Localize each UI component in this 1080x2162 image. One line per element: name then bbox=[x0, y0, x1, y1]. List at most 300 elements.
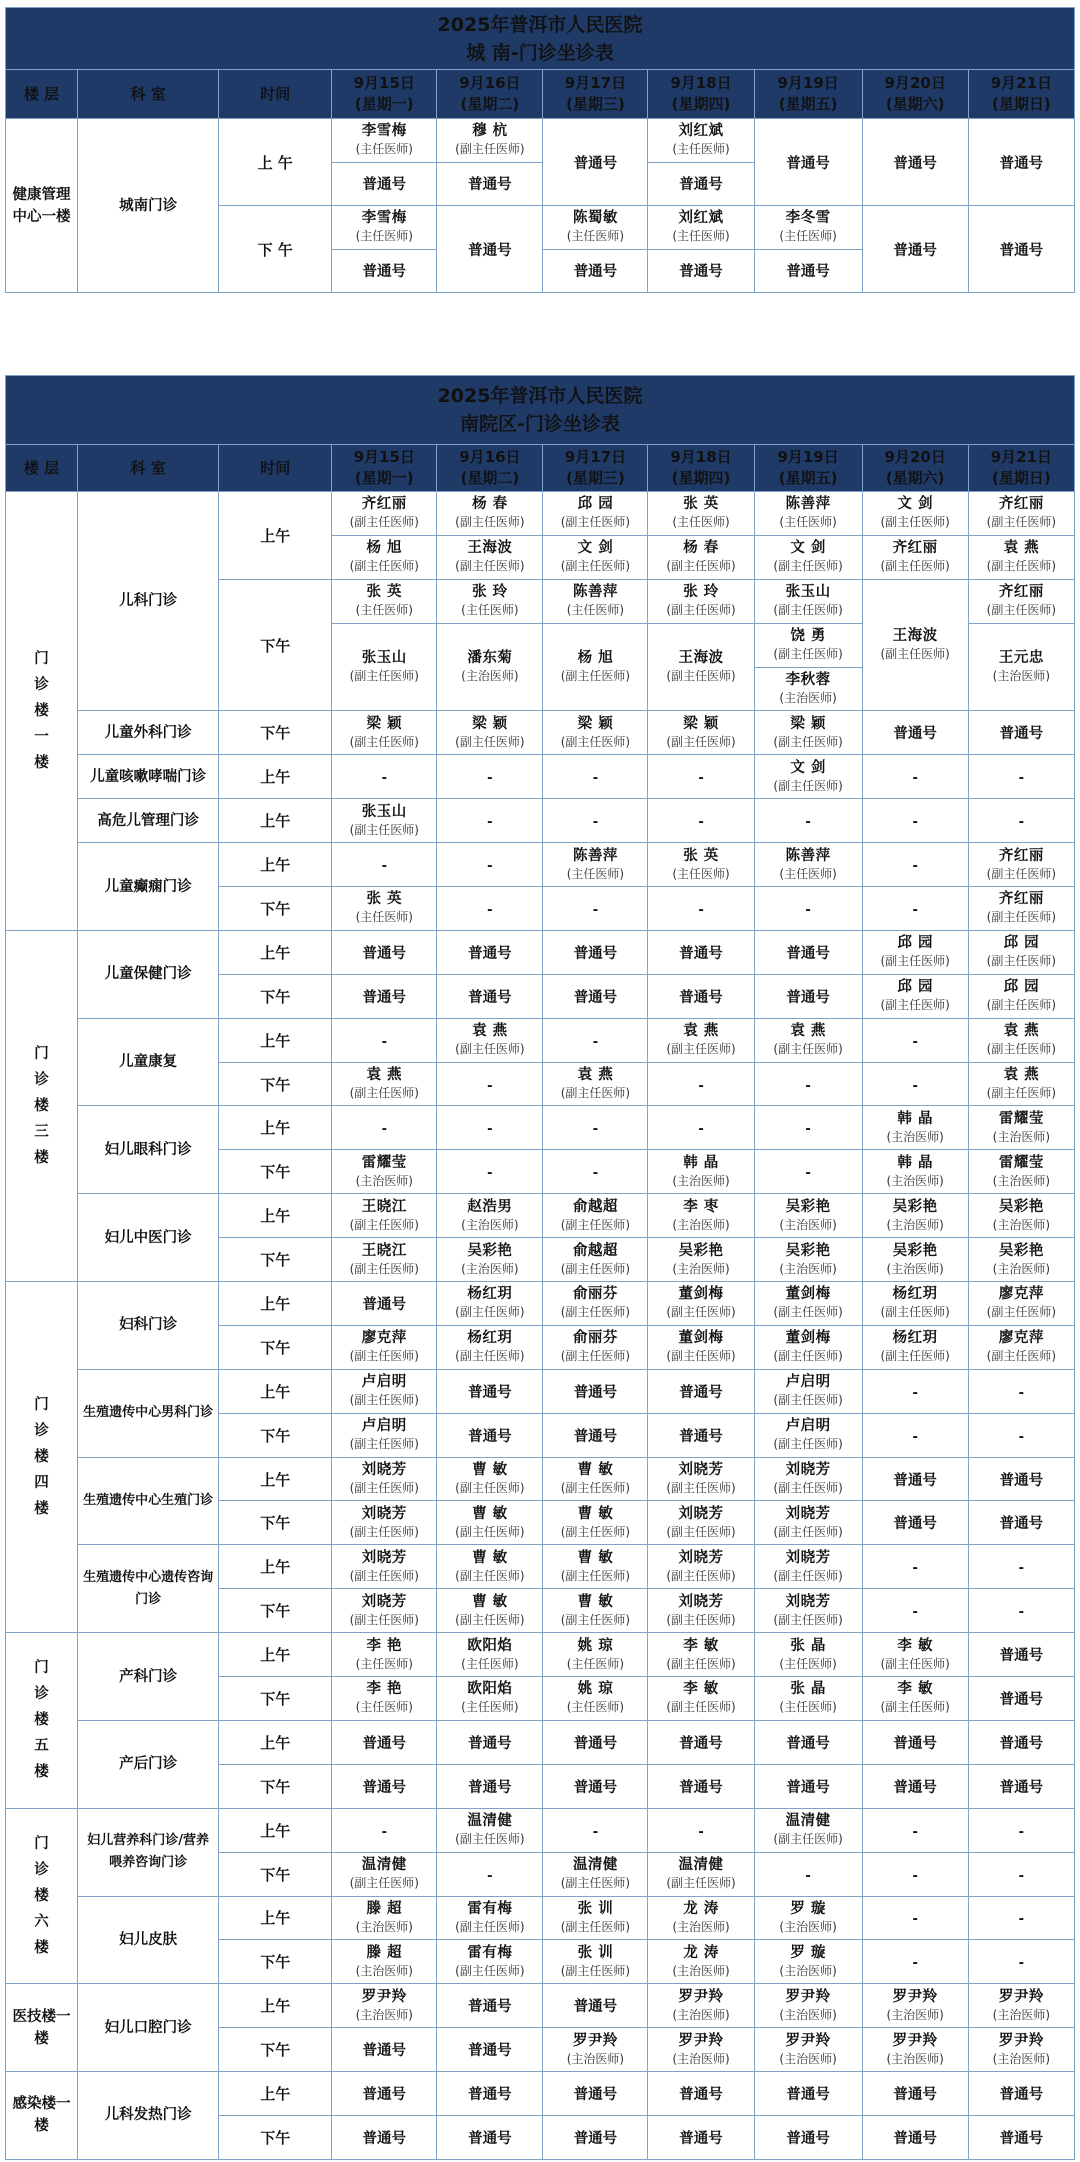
general-cell bbox=[332, 974, 437, 1018]
doctor-cell bbox=[437, 1808, 543, 1852]
doctor-title: (主任医师) bbox=[461, 1700, 519, 1715]
table-row bbox=[6, 799, 1075, 843]
doctor-title: (副主任医师) bbox=[560, 1261, 631, 1276]
doctor-title: (副主任医师) bbox=[666, 1349, 736, 1364]
doctor-name: 张 英 bbox=[683, 496, 719, 513]
doctor-title: (副主任医师) bbox=[666, 1876, 736, 1891]
empty-cell bbox=[648, 887, 754, 931]
doctor-title: (副主任医师) bbox=[666, 669, 736, 684]
general-appointment: 普通号 bbox=[786, 989, 830, 1006]
session-time: 下午 bbox=[219, 1325, 332, 1369]
doctor-name: 王海波 bbox=[892, 628, 938, 645]
doctor-cell bbox=[437, 1896, 543, 1940]
no-clinic-mark: - bbox=[1018, 1429, 1025, 1445]
doctor-title: (副主任医师) bbox=[455, 1568, 525, 1583]
floor-header: 楼 层 bbox=[6, 70, 78, 119]
doctor-cell bbox=[862, 1194, 968, 1238]
no-clinic-mark: - bbox=[912, 1561, 918, 1577]
doctor-title: (副主任医师) bbox=[666, 1612, 736, 1627]
doctor-title: (主任医师) bbox=[461, 603, 519, 618]
doctor-name: 邱 园 bbox=[577, 496, 614, 513]
doctor-title: (主任医师) bbox=[672, 866, 730, 881]
weekday-label: (星期二) bbox=[460, 469, 520, 487]
general-cell bbox=[332, 1282, 437, 1326]
floor-label: 门诊楼一楼 bbox=[6, 492, 78, 931]
doctor-cell bbox=[332, 887, 437, 931]
doctor-cell bbox=[543, 623, 648, 711]
general-appointment: 普通号 bbox=[468, 1999, 512, 2016]
table-row bbox=[6, 711, 1075, 755]
doctor-name: 李 枣 bbox=[683, 1198, 719, 1215]
doctor-title: (主任医师) bbox=[355, 229, 413, 244]
doctor-cell bbox=[754, 206, 862, 250]
general-cell bbox=[648, 930, 754, 974]
doctor-name: 欧阳焰 bbox=[467, 1637, 513, 1654]
doctor-title: (主任医师) bbox=[779, 1700, 837, 1715]
doctor-cell bbox=[543, 1325, 648, 1369]
doctor-title: (副主任医师) bbox=[773, 1832, 843, 1847]
no-clinic-mark: - bbox=[698, 1824, 704, 1840]
table-row bbox=[6, 1633, 1075, 1677]
doctor-title: (副主任医师) bbox=[986, 1349, 1057, 1364]
general-cell bbox=[862, 1501, 968, 1545]
general-cell bbox=[543, 2072, 648, 2116]
doctor-cell bbox=[332, 1501, 437, 1545]
doctor-name: 罗尹羚 bbox=[572, 2032, 618, 2049]
table-row bbox=[6, 1808, 1075, 1852]
general-cell bbox=[754, 249, 862, 293]
doctor-cell bbox=[648, 1633, 754, 1677]
session-time: 下午 bbox=[219, 1238, 332, 1282]
session-time: 上午 bbox=[219, 1896, 332, 1940]
session-time: 上午 bbox=[219, 1984, 332, 2028]
no-clinic-mark: - bbox=[1018, 1912, 1025, 1928]
doctor-cell bbox=[437, 1589, 543, 1633]
doctor-title: (主任医师) bbox=[566, 229, 625, 244]
no-clinic-mark: - bbox=[592, 902, 599, 918]
session-time: 上午 bbox=[219, 1720, 332, 1764]
general-cell bbox=[862, 1720, 968, 1764]
doctor-name: 温清健 bbox=[678, 1857, 724, 1874]
no-clinic-mark: - bbox=[805, 815, 811, 831]
doctor-cell bbox=[437, 1677, 543, 1721]
doctor-title: (副主任医师) bbox=[349, 1876, 419, 1891]
no-clinic-mark: - bbox=[912, 1078, 918, 1094]
session-time: 下午 bbox=[219, 711, 332, 755]
department-name: 妇儿口腔门诊 bbox=[78, 1984, 219, 2072]
department-name: 产后门诊 bbox=[78, 1720, 219, 1808]
doctor-title: (主治医师) bbox=[461, 669, 519, 684]
doctor-name: 杨 春 bbox=[683, 540, 719, 557]
schedule-title: 南院区-门诊坐诊表 bbox=[460, 413, 620, 435]
doctor-cell bbox=[543, 1457, 648, 1501]
doctor-title: (副主任医师) bbox=[773, 647, 843, 662]
doctor-title: (副主任医师) bbox=[666, 734, 736, 749]
general-cell bbox=[543, 1764, 648, 1808]
doctor-cell bbox=[754, 1633, 862, 1677]
doctor-name: 董剑梅 bbox=[678, 1286, 724, 1303]
doctor-cell bbox=[754, 623, 862, 667]
doctor-name: 吴彩艳 bbox=[467, 1242, 513, 1259]
no-clinic-mark: - bbox=[805, 1078, 811, 1094]
doctor-name: 吴彩艳 bbox=[785, 1242, 831, 1259]
doctor-name: 雷耀莹 bbox=[998, 1110, 1044, 1127]
no-clinic-mark: - bbox=[487, 1078, 493, 1094]
doctor-name: 董剑梅 bbox=[678, 1330, 724, 1347]
doctor-title: (副主任医师) bbox=[349, 1568, 419, 1583]
doctor-cell bbox=[543, 1545, 648, 1589]
general-appointment: 普通号 bbox=[786, 1735, 830, 1752]
doctor-cell bbox=[754, 843, 862, 887]
table-row bbox=[6, 1194, 1075, 1238]
doctor-title: (主治医师) bbox=[461, 1217, 519, 1232]
general-cell bbox=[968, 1633, 1074, 1677]
doctor-name: 杨 春 bbox=[472, 496, 508, 513]
empty-cell bbox=[332, 1106, 437, 1150]
doctor-cell bbox=[332, 1369, 437, 1413]
doctor-title: (副主任医师) bbox=[666, 559, 736, 574]
doctor-name: 雷有梅 bbox=[467, 1944, 513, 1961]
doctor-title: (副主任医师) bbox=[455, 559, 525, 574]
general-appointment: 普通号 bbox=[468, 1779, 512, 1796]
doctor-title: (主治医师) bbox=[779, 1963, 837, 1978]
doctor-name: 齐红丽 bbox=[361, 496, 407, 513]
session-time: 上午 bbox=[219, 1633, 332, 1677]
empty-cell bbox=[862, 1018, 968, 1062]
table-row bbox=[6, 930, 1075, 974]
empty-cell bbox=[648, 799, 754, 843]
doctor-cell bbox=[648, 535, 754, 579]
doctor-name: 刘晓芳 bbox=[785, 1593, 831, 1610]
doctor-title: (副主任医师) bbox=[773, 1305, 843, 1320]
department-name: 生殖遗传中心遗传咨询门诊 bbox=[78, 1545, 219, 1633]
general-appointment: 普通号 bbox=[468, 177, 512, 194]
doctor-name: 温清健 bbox=[785, 1813, 831, 1830]
general-cell bbox=[862, 206, 968, 293]
doctor-cell bbox=[543, 1282, 648, 1326]
session-time: 下午 bbox=[219, 1589, 332, 1633]
doctor-name: 邱 园 bbox=[1003, 935, 1040, 952]
doctor-title: (副主任医师) bbox=[986, 998, 1057, 1013]
header-row bbox=[6, 70, 1075, 119]
doctor-cell bbox=[968, 1018, 1074, 1062]
doctor-name: 罗尹羚 bbox=[892, 1988, 938, 2005]
doctor-name: 梁 颖 bbox=[683, 715, 719, 732]
empty-cell bbox=[648, 1062, 754, 1106]
doctor-name: 梁 颖 bbox=[790, 715, 826, 732]
session-time: 上午 bbox=[219, 799, 332, 843]
doctor-cell bbox=[968, 1150, 1074, 1194]
doctor-title: (副主任医师) bbox=[349, 1086, 419, 1101]
doctor-cell bbox=[648, 579, 754, 623]
doctor-cell bbox=[543, 579, 648, 623]
no-clinic-mark: - bbox=[381, 1122, 387, 1138]
no-clinic-mark: - bbox=[1018, 1824, 1025, 1840]
empty-cell bbox=[754, 799, 862, 843]
general-cell bbox=[437, 1984, 543, 2028]
doctor-cell bbox=[437, 579, 543, 623]
session-time: 下午 bbox=[219, 1413, 332, 1457]
general-cell bbox=[754, 974, 862, 1018]
doctor-name: 张玉山 bbox=[785, 584, 831, 601]
date-label: 9月16日 bbox=[459, 448, 521, 466]
no-clinic-mark: - bbox=[592, 1122, 599, 1138]
general-appointment: 普通号 bbox=[362, 1779, 407, 1796]
table-row bbox=[6, 1984, 1075, 2028]
doctor-title: (副主任医师) bbox=[455, 1349, 525, 1364]
no-clinic-mark: - bbox=[487, 815, 493, 831]
doctor-name: 文 剑 bbox=[790, 540, 826, 557]
doctor-name: 曹 敏 bbox=[472, 1593, 508, 1610]
doctor-title: (副主任医师) bbox=[455, 1524, 525, 1539]
empty-cell bbox=[968, 799, 1074, 843]
doctor-title: (副主任医师) bbox=[666, 1524, 736, 1539]
doctor-cell bbox=[543, 1852, 648, 1896]
doctor-cell bbox=[968, 492, 1074, 536]
doctor-name: 张 晶 bbox=[790, 1681, 826, 1698]
doctor-name: 王海波 bbox=[467, 540, 513, 557]
general-appointment: 普通号 bbox=[679, 1779, 723, 1796]
doctor-name: 袁 燕 bbox=[683, 1023, 719, 1040]
doctor-title: (副主任医师) bbox=[560, 734, 631, 749]
doctor-title: (副主任医师) bbox=[773, 1568, 843, 1583]
doctor-title: (主任医师) bbox=[566, 1656, 625, 1671]
doctor-title: (副主任医师) bbox=[349, 1481, 419, 1496]
doctor-name: 王元忠 bbox=[998, 650, 1044, 667]
general-appointment: 普通号 bbox=[786, 945, 830, 962]
doctor-name: 温清健 bbox=[361, 1857, 407, 1874]
doctor-title: (主治医师) bbox=[886, 2007, 944, 2022]
doctor-name: 姚 琼 bbox=[577, 1637, 614, 1654]
doctor-name: 欧阳焰 bbox=[467, 1681, 513, 1698]
no-clinic-mark: - bbox=[592, 815, 599, 831]
no-clinic-mark: - bbox=[805, 1122, 811, 1138]
doctor-name: 俞丽芬 bbox=[572, 1330, 618, 1347]
doctor-name: 李 敏 bbox=[897, 1637, 933, 1654]
session-time: 上午 bbox=[219, 755, 332, 799]
general-appointment: 普通号 bbox=[999, 1779, 1044, 1796]
general-cell bbox=[332, 2028, 437, 2072]
doctor-name: 吴彩艳 bbox=[998, 1198, 1044, 1215]
general-cell bbox=[968, 1720, 1074, 1764]
general-cell bbox=[437, 2028, 543, 2072]
doctor-name: 罗尹羚 bbox=[998, 1988, 1044, 2005]
no-clinic-mark: - bbox=[1018, 771, 1025, 787]
schedule-title: 城 南-门诊坐诊表 bbox=[466, 41, 614, 64]
table-row bbox=[6, 1896, 1075, 1940]
doctor-name: 曹 敏 bbox=[577, 1505, 614, 1522]
doctor-name: 廖克萍 bbox=[998, 1330, 1044, 1347]
doctor-title: (副主任医师) bbox=[986, 1042, 1057, 1057]
doctor-title: (主治医师) bbox=[992, 1217, 1051, 1232]
department-name: 儿科门诊 bbox=[78, 492, 219, 711]
doctor-title: (副主任医师) bbox=[455, 1832, 525, 1847]
weekday-label: (星期三) bbox=[566, 469, 625, 487]
empty-cell bbox=[543, 799, 648, 843]
time-header: 时间 bbox=[219, 445, 332, 492]
doctor-title: (主任医师) bbox=[779, 1656, 837, 1671]
empty-cell bbox=[437, 755, 543, 799]
empty-cell bbox=[437, 1106, 543, 1150]
doctor-title: (主任医师) bbox=[355, 1656, 413, 1671]
doctor-name: 梁 颖 bbox=[577, 715, 614, 732]
doctor-name: 杨红玥 bbox=[467, 1330, 513, 1347]
doctor-title: (主治医师) bbox=[672, 1261, 730, 1276]
date-header bbox=[437, 70, 543, 119]
doctor-title: (副主任医师) bbox=[455, 1305, 525, 1320]
doctor-title: (副主任医师) bbox=[455, 734, 525, 749]
weekday-label: (星期四) bbox=[671, 95, 731, 113]
doctor-name: 董剑梅 bbox=[785, 1330, 831, 1347]
doctor-cell bbox=[754, 535, 862, 579]
doctor-title: (副主任医师) bbox=[773, 1612, 843, 1627]
doctor-name: 曹 敏 bbox=[577, 1549, 614, 1566]
doctor-cell bbox=[862, 1150, 968, 1194]
doctor-cell bbox=[968, 1325, 1074, 1369]
doctor-cell bbox=[648, 1677, 754, 1721]
weekday-label: (星期五) bbox=[778, 469, 838, 487]
general-cell bbox=[968, 1764, 1074, 1808]
no-clinic-mark: - bbox=[487, 1868, 493, 1884]
general-appointment: 普通号 bbox=[468, 1384, 512, 1401]
no-clinic-mark: - bbox=[1018, 1385, 1025, 1401]
no-clinic-mark: - bbox=[381, 859, 387, 875]
date-header bbox=[754, 70, 862, 119]
doctor-cell bbox=[754, 1984, 862, 2028]
doctor-cell bbox=[862, 1633, 968, 1677]
weekday-label: (星期六) bbox=[885, 95, 945, 113]
doctor-title: (副主任医师) bbox=[986, 515, 1057, 530]
doctor-name: 潘东菊 bbox=[467, 650, 513, 667]
doctor-cell bbox=[332, 711, 437, 755]
doctor-cell bbox=[332, 1984, 437, 2028]
date-label: 9月16日 bbox=[459, 74, 521, 92]
table-row bbox=[6, 1106, 1075, 1150]
no-clinic-mark: - bbox=[698, 771, 704, 787]
doctor-title: (主治医师) bbox=[886, 2051, 944, 2066]
doctor-title: (副主任医师) bbox=[773, 778, 843, 793]
general-cell bbox=[648, 249, 754, 293]
date-header bbox=[968, 445, 1074, 492]
doctor-title: (主治医师) bbox=[566, 2051, 625, 2066]
general-cell bbox=[543, 2115, 648, 2159]
doctor-name: 李秋蓉 bbox=[785, 672, 831, 688]
general-cell bbox=[437, 1720, 543, 1764]
doctor-title: (副主任医师) bbox=[773, 734, 843, 749]
doctor-name: 张玉山 bbox=[361, 650, 407, 667]
general-cell bbox=[968, 711, 1074, 755]
doctor-title: (主任医师) bbox=[672, 142, 730, 157]
doctor-cell bbox=[648, 1589, 754, 1633]
doctor-cell bbox=[332, 1457, 437, 1501]
doctor-title: (副主任医师) bbox=[560, 1963, 631, 1978]
doctor-name: 张 玲 bbox=[472, 584, 508, 601]
doctor-title: (副主任医师) bbox=[349, 1393, 419, 1408]
session-time: 上午 bbox=[219, 1282, 332, 1326]
doctor-name: 张 玲 bbox=[683, 584, 719, 601]
doctor-name: 文 剑 bbox=[897, 496, 933, 513]
doctor-name: 姚 琼 bbox=[577, 1681, 614, 1698]
doctor-cell bbox=[862, 535, 968, 579]
doctor-name: 刘晓芳 bbox=[678, 1593, 724, 1610]
date-header bbox=[332, 70, 437, 119]
department-name: 儿童保健门诊 bbox=[78, 930, 219, 1018]
floor-label: 门诊楼五楼 bbox=[6, 1633, 78, 1809]
doctor-title: (副主任医师) bbox=[560, 1086, 631, 1101]
doctor-cell bbox=[648, 1150, 754, 1194]
empty-cell bbox=[543, 755, 648, 799]
doctor-name: 杨 旭 bbox=[577, 650, 614, 667]
general-appointment: 普通号 bbox=[573, 2087, 618, 2103]
doctor-name: 曹 敏 bbox=[472, 1505, 508, 1522]
doctor-cell bbox=[862, 1325, 968, 1369]
empty-cell bbox=[332, 755, 437, 799]
general-cell bbox=[862, 1457, 968, 1501]
doctor-title: (主治医师) bbox=[886, 1217, 944, 1232]
date-header bbox=[968, 70, 1074, 119]
doctor-cell bbox=[332, 535, 437, 579]
doctor-cell bbox=[754, 1808, 862, 1852]
general-cell bbox=[968, 1457, 1074, 1501]
doctor-title: (主治医师) bbox=[886, 1129, 944, 1144]
doctor-name: 刘晓芳 bbox=[678, 1549, 724, 1566]
doctor-title: (副主任医师) bbox=[349, 559, 419, 574]
doctor-title: (副主任医师) bbox=[666, 1042, 736, 1057]
general-cell bbox=[543, 119, 648, 206]
general-appointment: 普通号 bbox=[786, 264, 830, 281]
general-appointment: 普通号 bbox=[573, 1779, 618, 1796]
doctor-name: 罗尹羚 bbox=[361, 1988, 407, 2005]
general-cell bbox=[648, 162, 754, 206]
doctor-cell bbox=[968, 579, 1074, 623]
doctor-name: 刘晓芳 bbox=[785, 1505, 831, 1522]
doctor-cell bbox=[648, 2028, 754, 2072]
doctor-cell bbox=[754, 667, 862, 711]
doctor-name: 罗 璇 bbox=[790, 1944, 826, 1961]
doctor-cell bbox=[968, 1282, 1074, 1326]
doctor-title: (副主任医师) bbox=[349, 1612, 419, 1627]
doctor-name: 龙 涛 bbox=[683, 1900, 719, 1917]
empty-cell bbox=[437, 1150, 543, 1194]
doctor-title: (副主任医师) bbox=[349, 1217, 419, 1232]
doctor-cell bbox=[332, 1062, 437, 1106]
doctor-title: (副主任医师) bbox=[773, 1524, 843, 1539]
session-time: 上午 bbox=[219, 1457, 332, 1501]
table-row bbox=[6, 1545, 1075, 1589]
chengnan-schedule-table bbox=[5, 7, 1075, 293]
empty-cell bbox=[862, 1062, 968, 1106]
doctor-title: (主治医师) bbox=[779, 1919, 837, 1934]
session-time: 上午 bbox=[219, 843, 332, 887]
general-appointment: 普通号 bbox=[679, 1428, 723, 1445]
empty-cell bbox=[862, 799, 968, 843]
empty-cell bbox=[968, 755, 1074, 799]
session-time: 下午 bbox=[219, 1150, 332, 1194]
general-appointment: 普通号 bbox=[362, 945, 407, 962]
doctor-cell bbox=[754, 755, 862, 799]
doctor-cell bbox=[648, 1457, 754, 1501]
doctor-name: 俞越超 bbox=[572, 1242, 618, 1259]
general-cell bbox=[648, 2115, 754, 2159]
empty-cell bbox=[862, 1852, 968, 1896]
doctor-title: (主任医师) bbox=[355, 142, 413, 157]
empty-cell bbox=[648, 755, 754, 799]
doctor-title: (主治医师) bbox=[886, 1173, 944, 1188]
general-cell bbox=[437, 162, 543, 206]
general-cell bbox=[754, 2072, 862, 2116]
table-row bbox=[6, 1457, 1075, 1501]
doctor-cell bbox=[543, 535, 648, 579]
